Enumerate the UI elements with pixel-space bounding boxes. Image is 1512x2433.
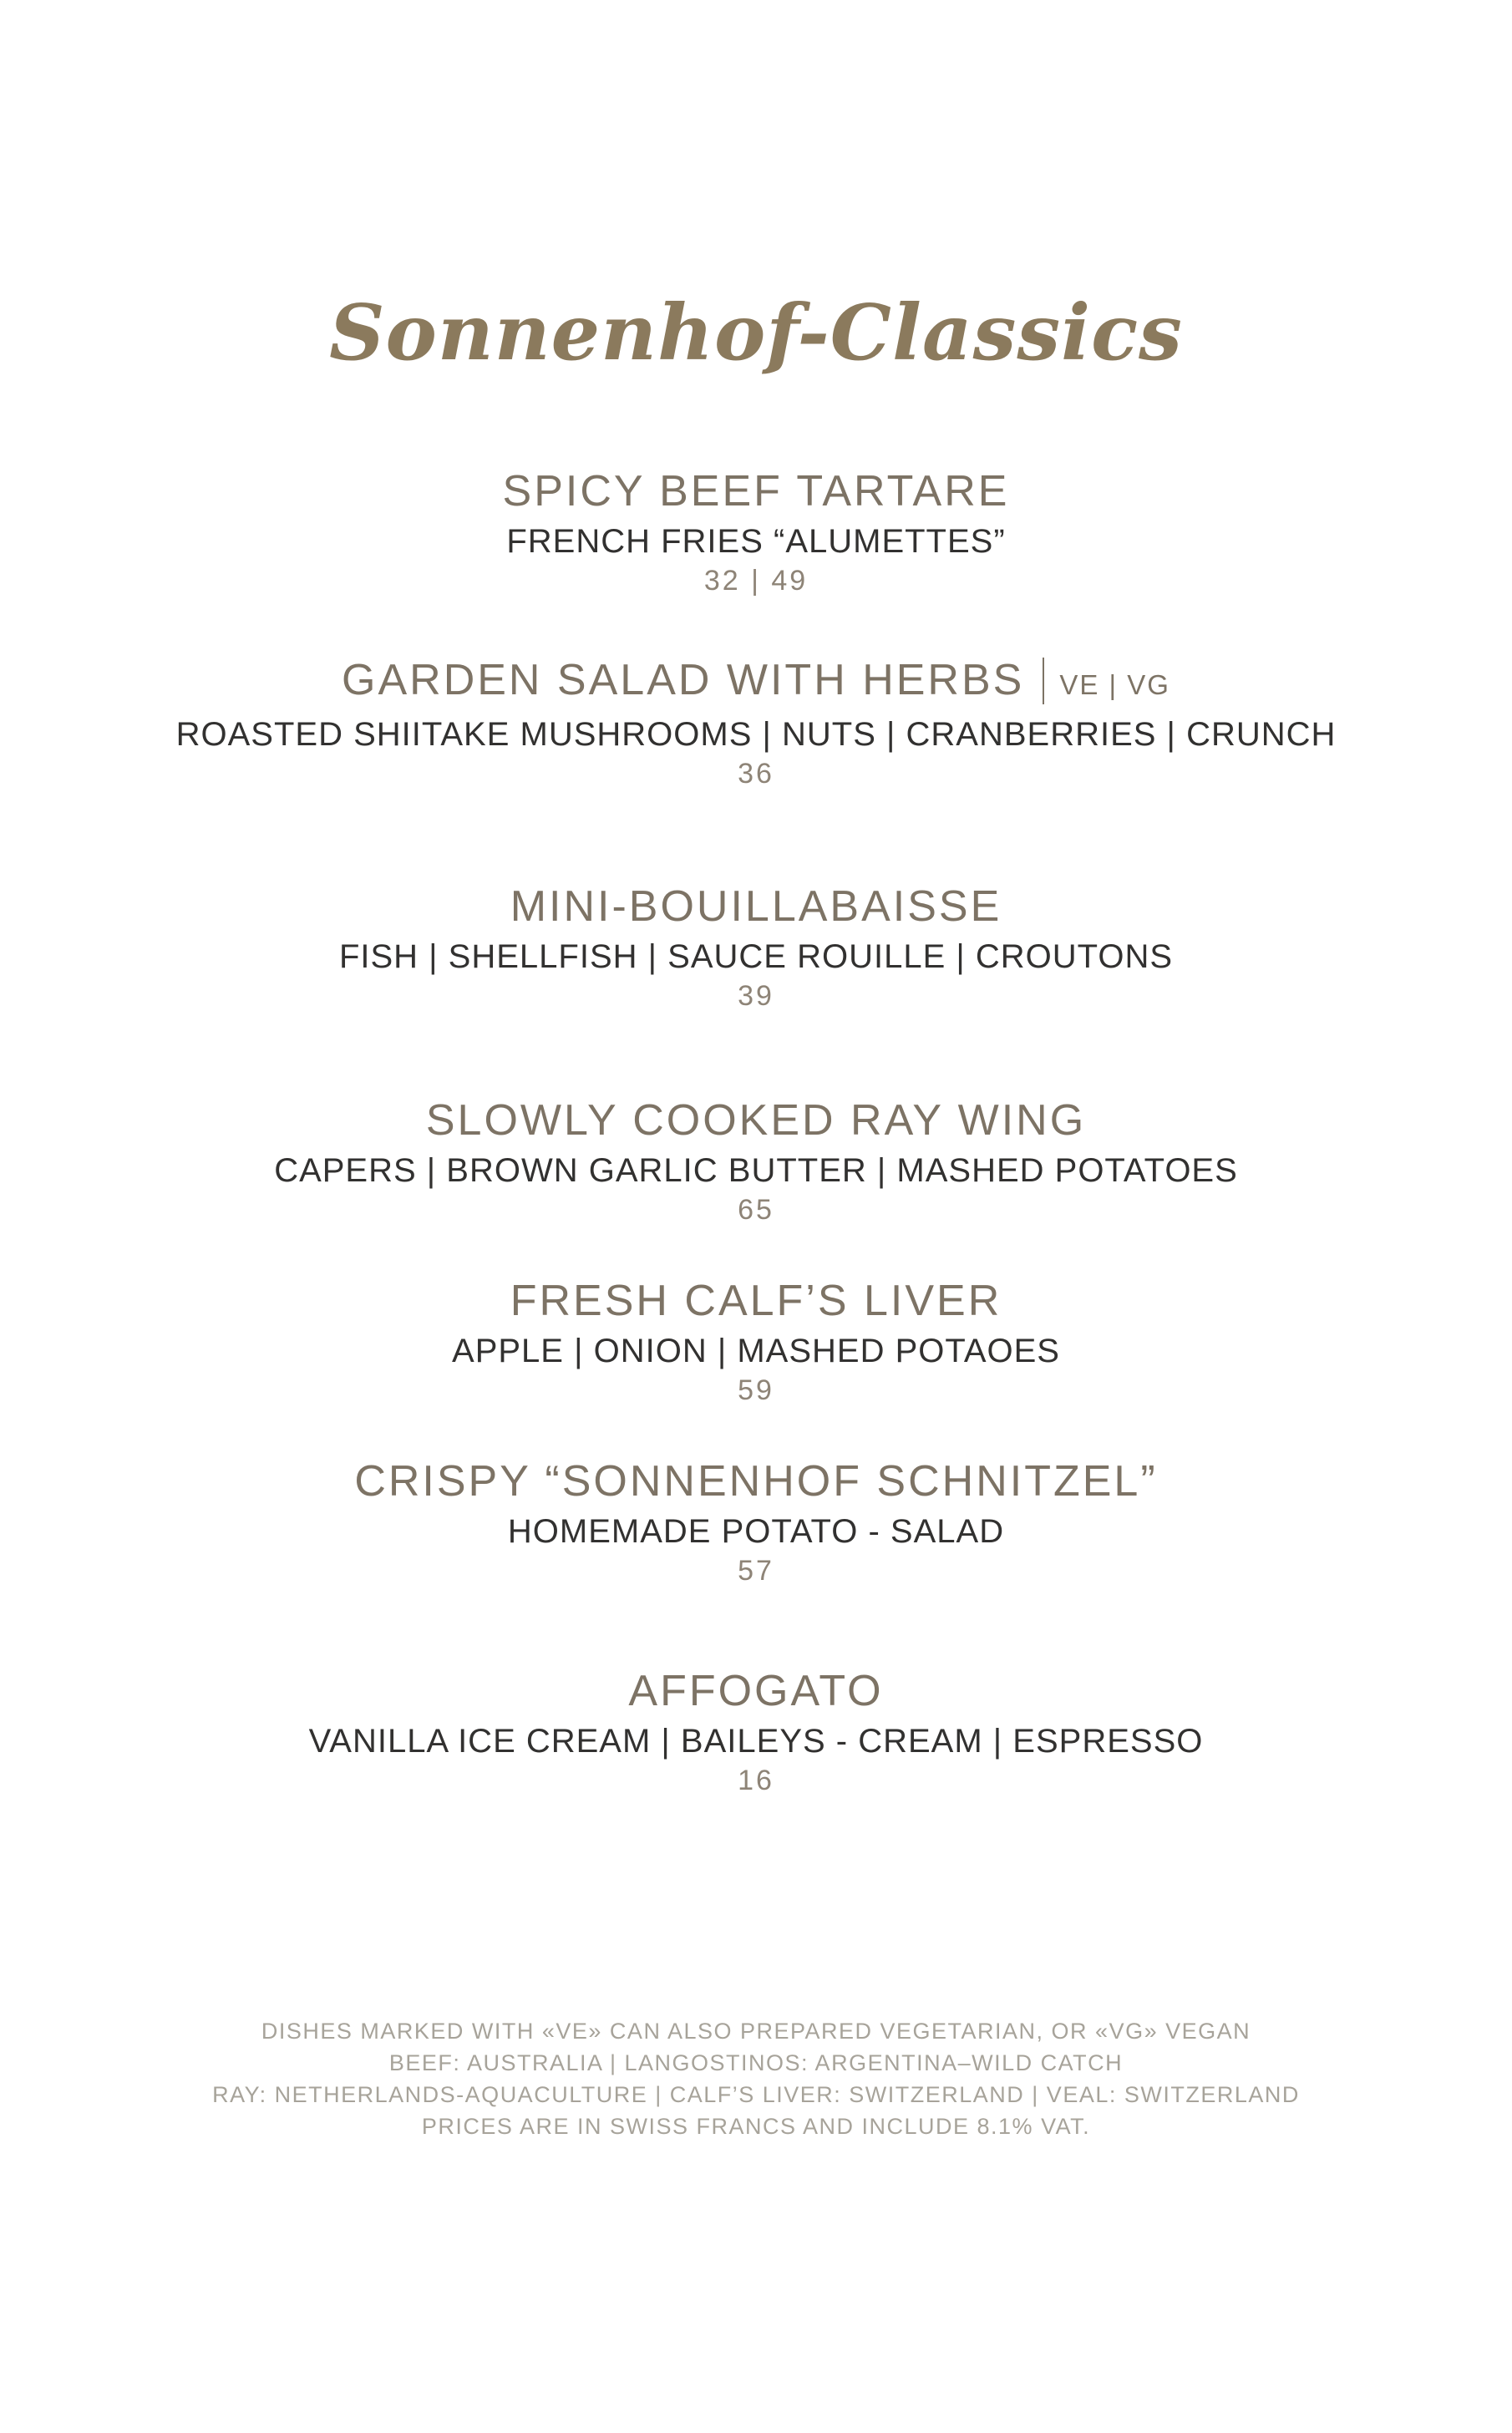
dish-description: VANILLA ICE CREAM | BAILEYS - CREAM | ESPRESSO [308,1723,1204,1760]
menu-page [0,287,1512,2433]
dish-description: CAPERS | BROWN GARLIC BUTTER | MASHED POTATOES [274,1152,1238,1189]
menu-item-affogato [0,1668,1512,1798]
footnote-origin-ray: RAY: NETHERLANDS-AQUACULTURE | CALF’S LIVER: SWITZERLAND | VEAL: SWITZERLAND [212,2082,1300,2107]
page-title: Sonnenhof-Classics [329,287,1183,378]
dish-name-text: GARDEN SALAD WITH HERBS [342,656,1025,704]
menu-item-spicy-beef-tartare [0,468,1512,598]
dish-name [0,657,1512,709]
dish-name: SPICY BEEF TARTARE [502,467,1010,516]
dish-description: FRENCH FRIES “ALUMETTES” [506,523,1006,560]
dish-price: 39 [738,980,774,1012]
menu-item-calfs-liver [0,1277,1512,1408]
diet-badge: VE | VG [1059,669,1170,700]
dish-price: 65 [738,1194,774,1226]
dish-name: FRESH CALF’S LIVER [510,1277,1002,1325]
menu-footnotes [0,2015,1512,2142]
footnote-diet-info: DISHES MARKED WITH «VE» CAN ALSO PREPARED VEGETARIAN, OR «VG» VEGAN [261,2019,1251,2044]
dish-name: SLOWLY COOKED RAY WING [425,1096,1087,1145]
footnote-origin-beef: BEEF: AUSTRALIA | LANGOSTINOS: ARGENTINA–WILD CATCH [388,2050,1124,2075]
dish-description: ROASTED SHIITAKE MUSHROOMS | NUTS | CRANBERRIES | CRUNCH [175,716,1337,753]
menu-item-schnitzel [0,1458,1512,1588]
dish-price: 32 | 49 [703,565,809,597]
menu-item-ray-wing [0,1097,1512,1227]
footnote-vat: PRICES ARE IN SWISS FRANCS AND INCLUDE 8.1% VAT. [421,2114,1091,2139]
dish-description: HOMEMADE POTATO - SALAD [507,1513,1005,1550]
menu-item-mini-bouillabaisse [0,883,1512,1013]
dish-name: MINI-BOUILLABAISSE [510,882,1002,931]
badge-separator [1043,658,1044,704]
dish-name: CRISPY “SONNENHOF SCHNITZEL” [354,1457,1158,1506]
menu-item-garden-salad [0,657,1512,791]
dish-name: AFFOGATO [628,1667,884,1715]
dish-price: 16 [738,1765,774,1796]
dish-price: 57 [738,1555,774,1587]
dish-price: 36 [738,758,774,790]
dish-price: 59 [738,1374,774,1406]
dish-description: APPLE | ONION | MASHED POTAOES [452,1333,1060,1369]
dish-description: FISH | SHELLFISH | SAUCE ROUILLE | CROUTONS [338,938,1174,975]
